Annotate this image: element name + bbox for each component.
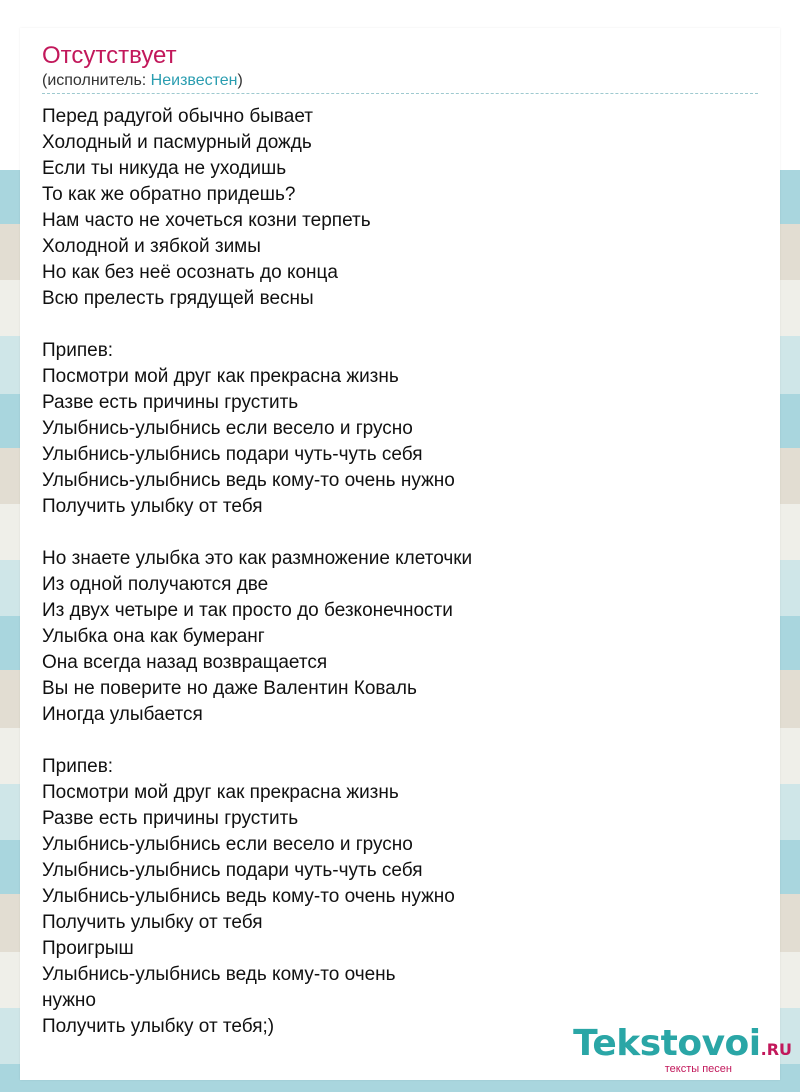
- lyric-line: Но знаете улыбка это как размножение клеточки: [42, 548, 473, 569]
- lyric-line: Улыбнись-улыбнись ведь кому-то очень нужно: [42, 886, 455, 907]
- lyric-line: [42, 728, 762, 754]
- lyric-line: Проигрыш: [42, 938, 134, 959]
- lyric-line: Из двух четыре и так просто до безконечности: [42, 600, 453, 621]
- lyric-line: Получить улыбку от тебя;): [42, 1016, 275, 1037]
- lyric-line: Улыбнись-улыбнись если весело и грусно: [42, 418, 413, 439]
- artist-link[interactable]: Неизвестен: [150, 72, 238, 89]
- artist-line: [42, 72, 243, 90]
- lyric-line: Иногда улыбается: [42, 704, 203, 725]
- lyric-line: Перед радугой обычно бывает: [42, 106, 313, 127]
- lyric-line: нужно: [42, 990, 96, 1011]
- lyric-line: Припев:: [42, 340, 114, 361]
- lyric-line: [42, 520, 762, 546]
- lyrics-sheet: [20, 28, 780, 1080]
- lyric-line: Получить улыбку от тебя: [42, 912, 263, 933]
- artist-suffix: ): [237, 72, 243, 89]
- logo-name: Tekstovoi: [573, 1023, 761, 1064]
- artist-prefix: (исполнитель:: [42, 72, 151, 89]
- lyric-line: Холодной и зябкой зимы: [42, 236, 261, 257]
- lyric-line: Припев:: [42, 756, 114, 777]
- logo-tagline: тексты песен: [664, 1063, 732, 1075]
- lyric-line: Но как без неё осознать до конца: [42, 262, 339, 283]
- lyric-line: То как же обратно придешь?: [42, 184, 296, 205]
- lyric-line: Она всегда назад возвращается: [42, 652, 328, 673]
- lyric-line: Получить улыбку от тебя: [42, 496, 263, 517]
- lyric-line: Улыбнись-улыбнись подари чуть-чуть себя: [42, 444, 423, 465]
- lyric-line: Холодный и пасмурный дождь: [42, 132, 312, 153]
- song-title: Отсутствует: [42, 42, 177, 69]
- lyric-line: Улыбнись-улыбнись подари чуть-чуть себя: [42, 860, 423, 881]
- lyric-line: Всю прелесть грядущей весны: [42, 288, 314, 309]
- lyric-line: Улыбнись-улыбнись ведь кому-то очень: [42, 964, 396, 985]
- lyric-line: Нам часто не хочеться козни терпеть: [42, 210, 371, 231]
- lyric-line: Из одной получаются две: [42, 574, 269, 595]
- lyric-line: [42, 312, 762, 338]
- lyric-line: Посмотри мой друг как прекрасна жизнь: [42, 366, 399, 387]
- lyric-line: Вы не поверите но даже Валентин Коваль: [42, 678, 417, 699]
- lyric-line: Посмотри мой друг как прекрасна жизнь: [42, 782, 399, 803]
- lyrics-text: [42, 104, 762, 1040]
- lyric-line: Улыбка она как бумеранг: [42, 626, 265, 647]
- lyric-line: Разве есть причины грустить: [42, 392, 299, 413]
- lyric-line: Улыбнись-улыбнись ведь кому-то очень нужно: [42, 470, 455, 491]
- title-divider: [42, 93, 758, 94]
- lyric-line: Разве есть причины грустить: [42, 808, 299, 829]
- site-logo[interactable]: [573, 1023, 792, 1075]
- logo-tld: .RU: [760, 1040, 792, 1059]
- lyric-line: Если ты никуда не уходишь: [42, 158, 287, 179]
- lyric-line: Улыбнись-улыбнись если весело и грусно: [42, 834, 413, 855]
